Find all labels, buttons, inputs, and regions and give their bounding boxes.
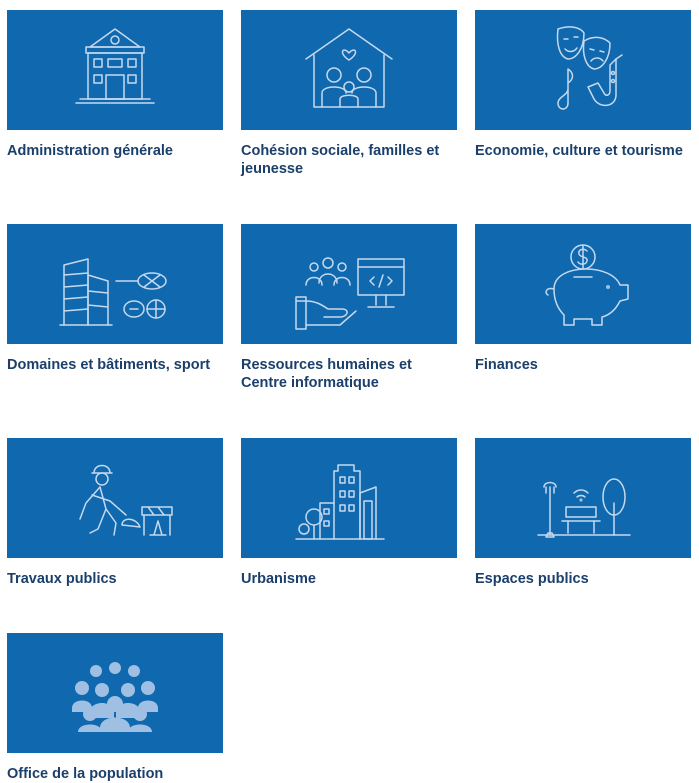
people-computer-icon <box>284 229 414 339</box>
tile-image <box>241 10 457 130</box>
tile-image <box>7 224 223 344</box>
buildings-sports-icon <box>50 229 180 339</box>
piggy-bank-icon <box>518 229 648 339</box>
park-bench-icon <box>518 443 648 553</box>
department-tile-domaines-batiments[interactable] <box>7 224 223 374</box>
department-label[interactable]: Office de la population <box>7 766 164 782</box>
department-tile-administration[interactable] <box>7 10 223 160</box>
department-label[interactable]: Travaux publics <box>7 571 117 587</box>
road-worker-icon <box>50 443 180 553</box>
tile-image <box>7 10 223 130</box>
tile-image <box>7 633 223 753</box>
department-label[interactable]: Economie, culture et tourisme <box>475 143 683 159</box>
department-tile-travaux-publics[interactable] <box>7 438 223 588</box>
tile-image <box>475 10 691 130</box>
department-tile-finances[interactable] <box>475 224 691 374</box>
tile-image <box>7 438 223 558</box>
department-label[interactable]: Espaces publics <box>475 571 589 587</box>
tile-image <box>241 438 457 558</box>
department-label[interactable]: Urbanisme <box>241 571 316 587</box>
family-home-icon <box>284 15 414 125</box>
crowd-icon <box>50 638 180 748</box>
department-label[interactable]: Administration générale <box>7 143 173 159</box>
department-tile-economie[interactable] <box>475 10 691 160</box>
department-tile-cohesion-sociale[interactable] <box>241 10 457 178</box>
department-tile-office-population[interactable] <box>7 633 223 783</box>
department-tile-urbanisme[interactable] <box>241 438 457 588</box>
department-label[interactable]: Finances <box>475 357 538 373</box>
tile-image <box>241 224 457 344</box>
tile-image <box>475 438 691 558</box>
department-tile-ressources-humaines[interactable] <box>241 224 457 392</box>
town-hall-icon <box>50 15 180 125</box>
department-label[interactable]: Ressources humaines et Centre informatique <box>241 357 412 391</box>
department-tile-espaces-publics[interactable] <box>475 438 691 588</box>
department-label[interactable]: Domaines et bâtiments, sport <box>7 357 211 373</box>
theatre-masks-music-icon <box>518 15 648 125</box>
tile-image <box>475 224 691 344</box>
city-buildings-icon <box>284 443 414 553</box>
department-label[interactable]: Cohésion sociale, familles et jeunesse <box>241 143 440 177</box>
